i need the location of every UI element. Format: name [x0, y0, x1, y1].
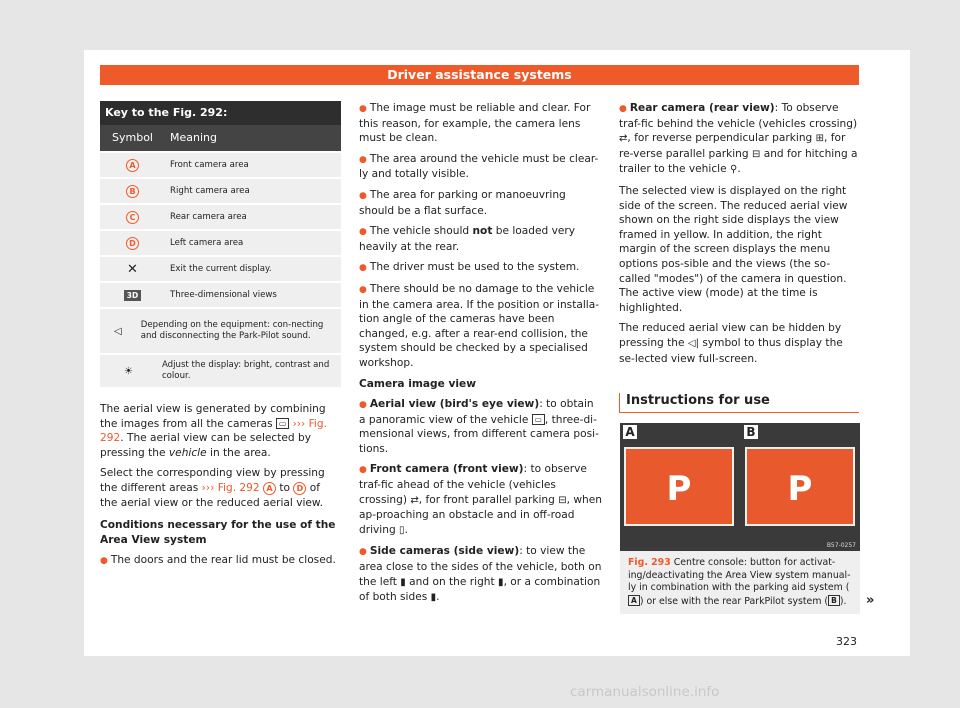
table-row [100, 151, 341, 177]
symbol-a-badge: A [126, 159, 139, 172]
brightness-icon: ☀ [123, 365, 133, 377]
left-column-text [100, 402, 340, 575]
bullet-item: ● Front camera (front view): to observe traf-fic ahead of the vehicle (vehicles crossing) ⇄, for front parallel parking ⊟, when ap-proaching an obstacle and in off-road driving ▯. [359, 463, 602, 536]
figure-code: B57-0257 [826, 542, 856, 549]
close-icon: ✕ [127, 261, 138, 277]
offroad-icon: ▯ [399, 524, 405, 536]
3d-view-icon: 3D [124, 290, 141, 301]
row-meaning: Exit the current display. [170, 263, 272, 274]
figure-caption: Fig. 293 Centre console: button for activat-ing/deactivating the Area View system manual-ly in combination with the parking aid system (A ) or else with the rear ParkPilot system ( B ). [620, 551, 860, 614]
right-column-text [619, 101, 861, 372]
table-row [100, 177, 341, 203]
bullet-item: ● Rear camera (rear view): To observe traf-fic behind the vehicle (vehicles crossing) ⇄, for reverse perpendicular parking ⊞, for re-verse parallel parking ⊟ and for hitching a trailer to the vehicle ⚲. [619, 102, 858, 176]
row-meaning: Three-dimensional views [170, 289, 277, 300]
paragraph-select-view: Select the corresponding view by pressing the different areas ››› Fig. 292 A to D of the aerial view or the reduced aerial view. [100, 467, 325, 509]
vehicle-icon: ▭ [276, 418, 289, 429]
middle-column-text [359, 101, 602, 612]
parking-camera-icon: P [787, 469, 813, 509]
row-meaning: Depending on the equipment: con-necting and disconnecting the Park-Pilot sound. [140, 320, 324, 341]
section-divider [619, 412, 859, 413]
table-title: Key to the Fig. 292: [100, 101, 341, 125]
section-title: Instructions for use [619, 393, 859, 413]
table-row [100, 281, 341, 307]
right-side-icon: ▮ [498, 576, 504, 588]
fig-292-link[interactable]: ››› Fig. 292 [201, 481, 260, 494]
chapter-header: Driver assistance systems [100, 65, 859, 85]
table-header [100, 125, 341, 151]
sound-toggle-icon: ◁ [114, 325, 122, 337]
row-meaning: Left camera area [170, 237, 244, 248]
paragraph-aerial: The aerial view is generated by combining the images from all the cameras ▭ ››› Fig. 292. The aerial view can be selected by pressing the vehicle in the area. [100, 403, 327, 459]
vehicle-icon: ▭ [532, 414, 545, 425]
conditions-heading: Conditions necessary for the use of the Area View system [100, 519, 336, 546]
parkpilot-button [745, 447, 855, 526]
parking-aid-icon: P [666, 469, 692, 509]
fig-292-link[interactable]: ››› Fig. 292 [100, 417, 327, 445]
parallel-parking-icon: ⊟ [751, 148, 761, 160]
symbol-b-badge: B [126, 185, 139, 198]
label-a: A [623, 425, 637, 439]
symbol-key-table [100, 101, 341, 387]
bullet-item: ● The area for parking or manoeuvring should be a flat surface. [359, 188, 566, 217]
figure-293 [620, 423, 860, 614]
left-side-icon: ▮ [400, 576, 406, 588]
row-meaning: Right camera area [170, 185, 250, 196]
crossing-traffic-icon: ⇄ [619, 133, 628, 145]
console-buttons-image [620, 423, 860, 551]
trailer-hitch-icon: ⚲ [729, 164, 738, 176]
table-row [100, 203, 341, 229]
parallel-parking-icon: ⊟ [558, 494, 567, 506]
both-sides-icon: ▮ [430, 592, 437, 604]
bullet-item: ● There should be no damage to the vehicle in the camera area. If the position or installa-tion angle of the cameras have been changed, e.g. after a rear-end collision, the system should be checked by a specialised workshop. [359, 282, 600, 369]
table-row [100, 307, 341, 353]
symbol-c-badge: C [126, 211, 139, 224]
paragraph-selected-view: The selected view is displayed on the right side of the screen. The reduced aerial view shown on the right side displays the view framed in yellow. In addition, the right margin of the screen displays the menu options pos-sible and the views (the so-called "modes") of the camera in question. The active view (mode) at the time is highlighted. [619, 184, 848, 314]
bullet-item: ● The doors and the rear lid must be closed. [100, 554, 336, 567]
row-meaning: Adjust the display: bright, contrast and colour. [161, 360, 330, 381]
header-symbol: Symbol [112, 131, 153, 144]
bullet-item: ● The vehicle should not be loaded very heavily at the rear. [359, 225, 576, 253]
bullet-item: ● The driver must be used to the system. [359, 261, 580, 274]
area-view-button [624, 447, 734, 526]
bullet-item: ● Side cameras (side view): to view the area close to the sides of the vehicle, both on the left ▮ and on the right ▮, or a combination of both sides ▮. [359, 545, 602, 604]
camera-view-heading: Camera image view [359, 377, 476, 390]
label-b: B [744, 425, 758, 439]
perpendicular-parking-icon: ⊞ [815, 133, 825, 145]
watermark: carmanualsonline.info [570, 684, 720, 700]
table-row [100, 353, 341, 387]
row-meaning: Rear camera area [170, 211, 247, 222]
bullet-item: ● The image must be reliable and clear. For this reason, for example, the camera lens must be clean. [359, 102, 591, 145]
header-meaning: Meaning [170, 131, 217, 144]
hide-view-icon: ◁| [687, 337, 699, 349]
continue-marker: » [866, 593, 875, 608]
page-number: 323 [836, 635, 857, 648]
symbol-d-badge: D [126, 237, 139, 250]
table-row [100, 229, 341, 255]
paragraph-reduced-view: The reduced aerial view can be hidden by pressing the ◁| symbol to thus display the se-lected view full-screen. [619, 322, 843, 365]
row-meaning: Front camera area [170, 159, 249, 170]
bullet-item: ● The area around the vehicle must be clear-ly and totally visible. [359, 152, 599, 181]
crossing-traffic-icon: ⇄ [410, 494, 419, 506]
table-row [100, 255, 341, 281]
bullet-item: ● Aerial view (bird's eye view): to obtain a panoramic view of the vehicle ▭ , three-di-mensional views, from different camera posi-tions. [359, 398, 599, 455]
